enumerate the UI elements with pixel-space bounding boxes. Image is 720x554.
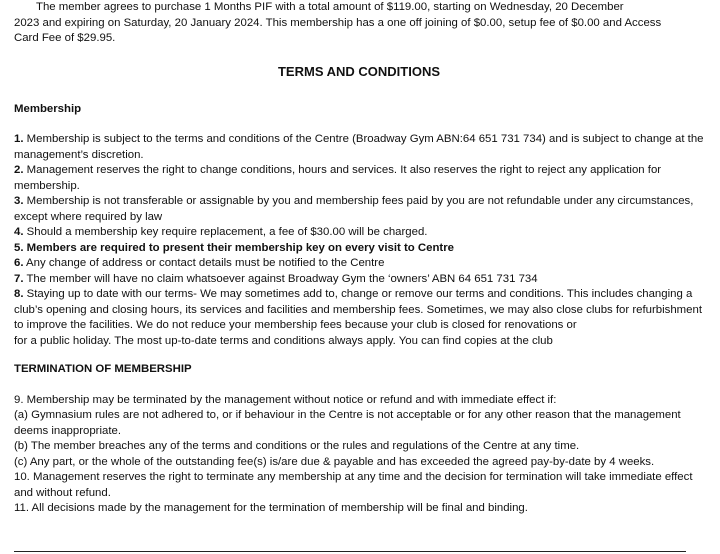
intro-paragraph bbox=[14, 0, 704, 47]
clause-number: 4. bbox=[14, 226, 24, 238]
membership-clauses bbox=[14, 132, 704, 349]
clause-1 bbox=[14, 132, 704, 163]
clause-text: Membership is not transferable or assignable by you and membership fees paid by you are not refundable under any circumstances, except where required by law bbox=[14, 195, 694, 223]
termination-item-9: 9. Membership may be terminated by the management without notice or refund and with immediate effect if: bbox=[14, 393, 557, 406]
clause-number: 6. bbox=[14, 257, 24, 269]
clause-5 bbox=[14, 241, 704, 257]
clause-text: The member will have no claim whatsoever against Broadway Gym the ‘owners’ ABN 64 651 731 734 bbox=[23, 272, 538, 285]
termination-item-b: (b) The member breaches any of the terms and conditions or the rules and regulations of the Centre at any time. bbox=[14, 440, 580, 452]
clause-text: Any change of address or contact details must be notified to the Centre bbox=[23, 257, 385, 269]
clause-number: 1. bbox=[14, 133, 24, 145]
clause-3 bbox=[14, 194, 704, 225]
termination-item-c: (c) Any part, or the whole of the outstanding fee(s) is/are due & payable and has exceeded the agreed pay-by-date by 4 weeks. bbox=[14, 455, 655, 468]
intro-line-3: Card Fee of $29.95. bbox=[14, 32, 116, 44]
clause-number: 3. bbox=[14, 195, 24, 207]
clause-text: Should a membership key require replacement, a fee of $30.00 will be charged. bbox=[23, 226, 428, 238]
clause-number: 8. bbox=[14, 288, 24, 300]
clause-8-tail: for a public holiday. The most up-to-date terms and conditions always apply. You can find copies at the club bbox=[14, 334, 553, 347]
clause-2 bbox=[14, 163, 704, 194]
clause-8 bbox=[14, 287, 704, 334]
clause-6 bbox=[14, 256, 704, 272]
clause-number: 7. bbox=[14, 272, 24, 285]
intro-line-2: 2023 and expiring on Saturday, 20 January 2024. This membership has a one off joining of $0.00, setup fee of $0.00 and Access bbox=[14, 16, 662, 29]
intro-line-1: The member agrees to purchase 1 Months PIF with a total amount of $119.00, starting on Wednesday, 20 December bbox=[36, 1, 624, 13]
termination-items bbox=[14, 393, 704, 517]
termination-item-a: (a) Gymnasium rules are not adhered to, or if behaviour in the Centre is not acceptable or for any other reason that the management deems inappropriate. bbox=[14, 409, 681, 437]
clause-7 bbox=[14, 272, 704, 288]
clause-number: 5. bbox=[14, 241, 24, 254]
terms-heading: TERMS AND CONDITIONS bbox=[277, 63, 441, 79]
bottom-divider bbox=[14, 551, 686, 552]
clause-text: Members are required to present their membership key on every visit to Centre bbox=[23, 241, 454, 254]
document-page bbox=[14, 0, 704, 517]
membership-title: Membership bbox=[14, 102, 82, 115]
termination-item-11: 11. All decisions made by the management for the termination of membership will be final and binding. bbox=[14, 502, 528, 514]
clause-number: 2. bbox=[14, 164, 24, 176]
termination-title: TERMINATION OF MEMBERSHIP bbox=[14, 363, 192, 375]
clause-text: Management reserves the right to change conditions, hours and services. It also reserves the right to reject any application for membership. bbox=[14, 164, 662, 192]
clause-4 bbox=[14, 225, 704, 241]
clause-text: Membership is subject to the terms and conditions of the Centre (Broadway Gym ABN:64 651 731 734) and is subject to change at the management’s discretion. bbox=[14, 133, 704, 161]
termination-item-10: 10. Management reserves the right to terminate any membership at any time and the decision for termination will take immediate effect and without refund. bbox=[14, 471, 693, 499]
clause-text: Staying up to date with our terms- We may sometimes add to, change or remove our terms and conditions. This includes changing a club’s opening and closing hours, its services and facilities and membership fees. Sometimes, we may also close clubs for refurbishment to improve the facilities. We do not reduce your membership fees because your club is closed for renovations or bbox=[14, 288, 702, 331]
